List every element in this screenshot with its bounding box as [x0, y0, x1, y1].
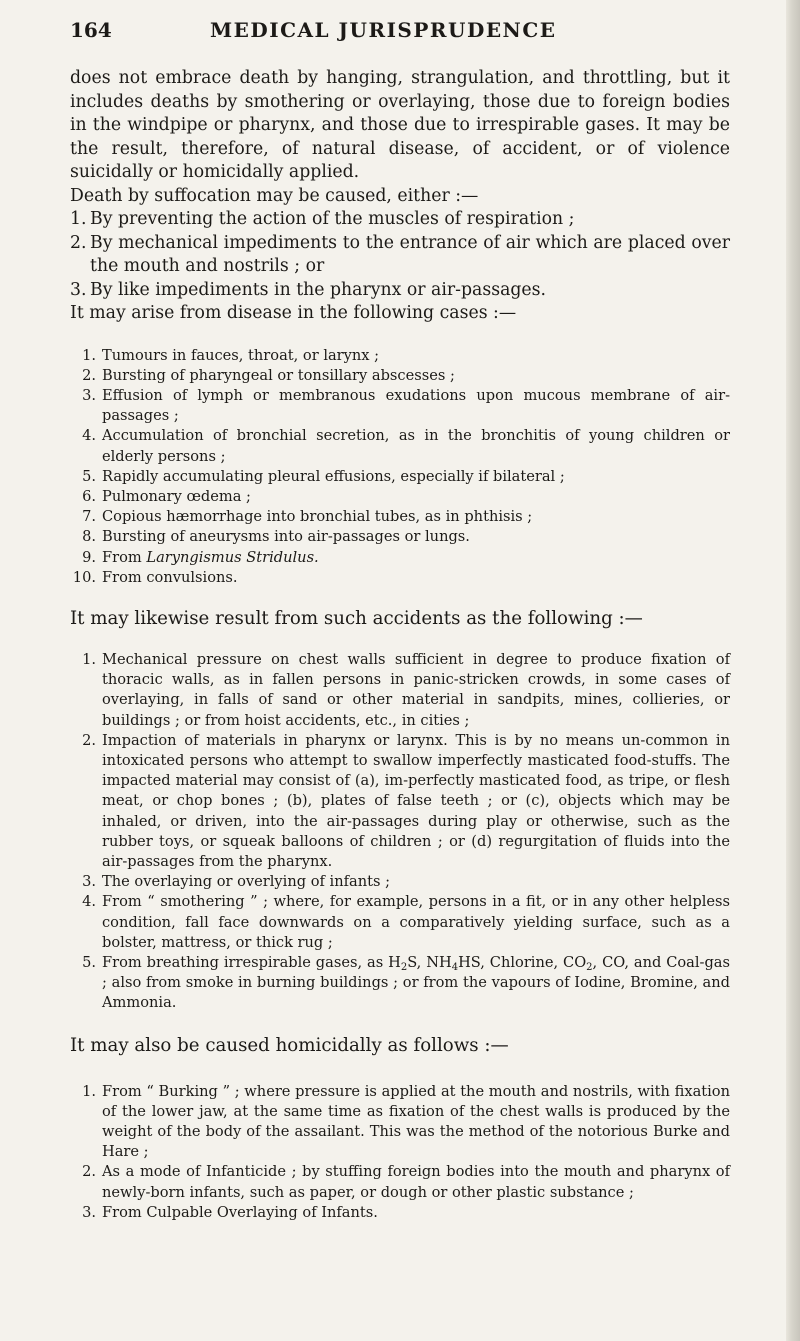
running-head: MEDICAL JURISPRUDENCE [210, 18, 557, 42]
homicide-heading: It may also be caused homicidally as follows :— [70, 1034, 509, 1056]
list-item: 5. From breathing irrespirable gases, as $H_2S$, $NH_4HS$, Chlorine, $CO_2$, CO, and Coal-gas ; also from smoke in burning buildings ; or from the vapours of Iodine, Bromine, and Ammonia. [82, 953, 730, 1012]
accidents-heading: It may likewise result from such accidents as the following :— [70, 607, 643, 629]
list-item: 1. By preventing the action of the muscles of respiration ; [70, 209, 575, 229]
list-item: 2. As a mode of Infanticide ; by stuffing foreign bodies into the mouth and pharynx of newly-born infants, such as paper, or dough or other plastic substance ; [82, 1163, 730, 1201]
list-item: 3. The overlaying or overlying of infants ; [82, 873, 391, 891]
page-edge [786, 0, 800, 1341]
homicide-cases-list [70, 1082, 730, 1223]
page-body [70, 67, 730, 1223]
list-item: 10. From convulsions. [72, 568, 238, 586]
list-item: 3. Effusion of lymph or membranous exudations upon mucous membrane of air-passages ; [82, 386, 730, 425]
page-header [70, 18, 730, 48]
list-item: 1. From “ Burking ” ; where pressure is applied at the mouth and nostrils, with fixation of the lower jaw, at the same time as fixation of the chest walls is produced by the weight of the body of the assailant. This was the method of the notorious Burke and Hare ; [82, 1082, 730, 1161]
intro-paragraph: does not embrace death by hanging, strangulation, and throttling, but it includes deaths by smothering or overlaying, those due to foreign bodies in the windpipe or pharynx, and those due to irrespirable gases. It may be the result, therefore, of natural disease, of accident, or of violence suicidally or homicidally applied. [70, 68, 730, 182]
suffocation-causes-list [70, 208, 730, 302]
list-item: 1. Mechanical pressure on chest walls sufficient in degree to produce fixation of thoracic walls, as in fallen persons in panic-stricken crowds, in some cases of overlaying, in falls of sand or other material in sandpits, mines, collieries, or buildings ; or from hoist accidents, etc., in cities ; [82, 650, 730, 729]
list-item: 8. Bursting of aneurysms into air-passages or lungs. [82, 528, 470, 546]
list-item: 4. Accumulation of bronchial secretion, as in the bronchitis of young children or elderly persons ; [82, 427, 730, 465]
disease-lead: It may arise from disease in the following cases :— [70, 303, 517, 323]
accident-cases-list [70, 650, 730, 1014]
list-item: 2. By mechanical impediments to the entrance of air which are placed over the mouth and nostrils ; or [70, 232, 730, 276]
list-item: 5. Rapidly accumulating pleural effusions, especially if bilateral ; [82, 467, 565, 485]
list-item: 4. From “ smothering ” ; where, for example, persons in a fit, or in any other helpless condition, fall face downwards on a comparatively yielding surface, such as a bolster, mattress, or thick rug ; [82, 893, 730, 951]
list-item: 7. Copious hæmorrhage into bronchial tubes, as in phthisis ; [82, 508, 533, 526]
suffocation-lead: Death by suffocation may be caused, either :— [70, 185, 479, 206]
list-item: 9. From Laryngismus Stridulus. [82, 548, 319, 566]
list-item: 6. Pulmonary œdema ; [82, 487, 251, 505]
list-item: 2. Impaction of materials in pharynx or larynx. This is by no means un-common in intoxicated persons who attempt to swallow imperfectly masticated food-stuffs. The impacted material may consist of (a), im-perfectly masticated food, as tripe, or flesh meat, or chop bones ; (b), plates of false teeth ; or (c), objects which may be inhaled, or driven, into the air-passages during play or otherwise, such as the rubber toys, or squeak balloons of children ; or (d) regurgitation of fluids into the air-passages from the pharynx. [82, 731, 730, 870]
list-item: 3. By like impediments in the pharynx or air-passages. [70, 279, 547, 300]
list-item: 1. Tumours in fauces, throat, or larynx ; [82, 346, 380, 364]
intro-section [70, 67, 730, 326]
page-number: 164 [70, 18, 112, 42]
list-item: 2. Bursting of pharyngeal or tonsillary abscesses ; [82, 366, 455, 384]
list-item: 3. From Culpable Overlaying of Infants. [82, 1203, 378, 1221]
disease-cases-list [70, 346, 730, 588]
